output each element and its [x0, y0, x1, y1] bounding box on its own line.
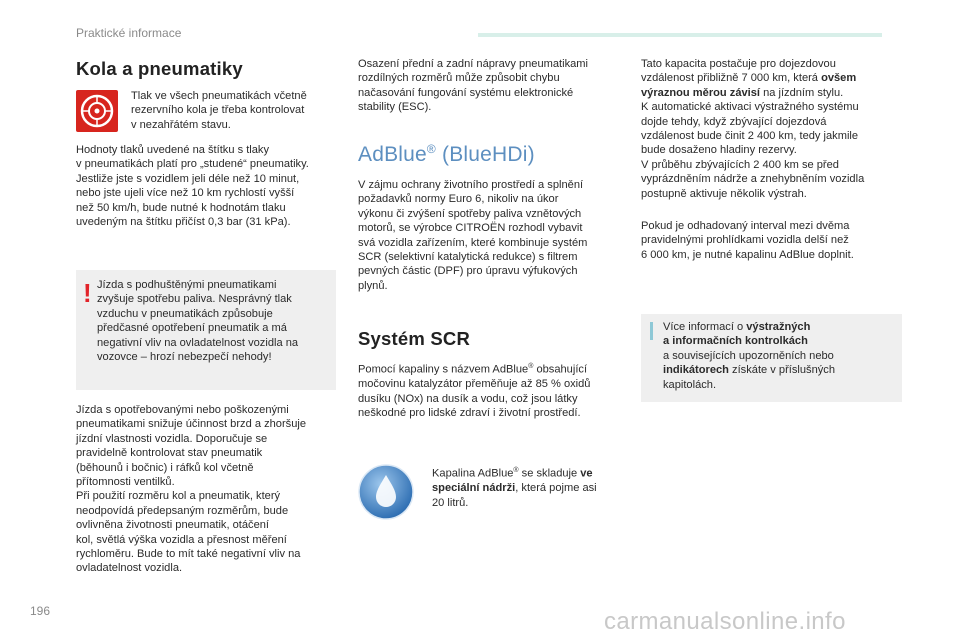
text-line: jízdní vlastnosti vozidla. Doporučuje se	[76, 432, 268, 445]
text-line: neodpovídá předepsaným rozměrům, bude	[76, 504, 289, 517]
text-line: Hodnoty tlaků uvedené na štítku s tlaky	[76, 144, 270, 156]
text-line	[641, 71, 901, 85]
text-span: , která pojme asi	[515, 482, 597, 495]
adblue-drop-icon	[357, 463, 415, 521]
info-bar-icon	[650, 322, 653, 340]
bold-span: ve	[580, 467, 593, 480]
text-line: Jízda s podhuštěnými pneumatikami	[97, 279, 277, 291]
scr-system-heading: Systém SCR	[358, 328, 471, 349]
adblue-heading-text: AdBlue	[358, 143, 427, 166]
warning-text	[97, 278, 333, 364]
text-line: svá vozidla zařízením, které kombinuje systém	[358, 236, 588, 249]
text-line: (běhounů i bočnic) i ráfků kol včetně	[76, 461, 254, 474]
text-line: rozdílných rozměrů může způsobit chybu	[358, 72, 560, 85]
text-line	[663, 320, 898, 334]
watermark: carmanualsonline.info	[604, 608, 846, 635]
text-span: vzdálenost přibližně 7 000 km, která	[641, 72, 822, 85]
info-text	[663, 320, 898, 392]
text-line: přítomnosti ventilků.	[76, 476, 175, 489]
text-line: Tato kapacita postačuje pro dojezdovou	[641, 58, 836, 70]
pressure-values-paragraph	[76, 143, 346, 229]
bold-span: ovšem	[821, 72, 857, 85]
registered-mark: ®	[426, 142, 436, 156]
text-line: načasování fungování systému elektronické	[358, 86, 574, 99]
text-line: bude dosaženo hladiny rezervy.	[641, 144, 797, 157]
text-span: se skladuje	[518, 467, 581, 480]
worn-tires-paragraph	[76, 403, 346, 576]
text-line	[432, 464, 632, 481]
adblue-heading-suffix: (BlueHDi)	[435, 143, 535, 166]
text-line: V zájmu ochrany životního prostředí a splnění	[358, 179, 584, 191]
text-line: Tlak ve všech pneumatikách včetně	[131, 90, 307, 102]
text-line: pravidelně kontrolovat stav pneumatik	[76, 447, 263, 460]
tire-pressure-note	[131, 89, 341, 132]
text-line: 6 000 km, je nutné kapalinu AdBlue doplnit.	[641, 248, 854, 261]
text-line: pevných částic (DPF) pro úpravu výfukových	[358, 265, 578, 278]
text-line	[641, 86, 901, 100]
text-line: 20 litrů.	[432, 496, 469, 509]
page-number: 196	[30, 604, 51, 618]
text-line: kol, světlá výška vozidla a přesnost měření	[76, 533, 287, 546]
text-line	[358, 360, 633, 377]
bold-span: a informačních kontrolkách	[663, 335, 808, 348]
header-section-title: Praktické informace	[76, 26, 182, 40]
text-line	[663, 334, 898, 348]
text-span: Kapalina AdBlue	[432, 467, 514, 480]
registered-mark: ®	[528, 363, 534, 370]
warning-exclamation-icon: !	[83, 278, 92, 308]
text-line: nebo jste ujeli více než 10 km rychlostí vyšší	[76, 187, 295, 200]
text-line: ovladatelnost vozidla.	[76, 562, 183, 575]
text-line: požadavků normy Euro 6, nikoliv na úkor	[358, 193, 559, 206]
text-line: předčasné opotřebení pneumatik a má	[97, 322, 287, 335]
text-span: na jízdním stylu.	[760, 86, 844, 99]
text-line: rychloměru. Bude to mít také negativní vliv na	[76, 548, 301, 561]
text-line: K automatické aktivaci výstražného systému	[641, 101, 859, 114]
text-span: obsahující	[533, 363, 588, 376]
text-line: pravidelnými prohlídkami vozidla delší než	[641, 234, 849, 247]
text-line: vozovce – hrozí nebezpečí nehody!	[97, 351, 272, 364]
text-line: Jízda s opotřebovanými nebo poškozenými	[76, 404, 289, 416]
text-line: Osazení přední a zadní nápravy pneumatikami	[358, 58, 589, 70]
scr-paragraph	[358, 360, 633, 420]
bold-span: výstražných	[746, 321, 811, 333]
wheels-tires-heading: Kola a pneumatiky	[76, 58, 243, 79]
text-span: Pomocí kapaliny s názvem AdBlue	[358, 363, 529, 376]
text-line: neškodné pro lidské zdraví i životní prostředí.	[358, 406, 581, 419]
text-line: SCR (selektivní katalytická redukce) s filtrem	[358, 251, 578, 264]
bold-span: výraznou měrou závisí	[641, 86, 760, 99]
text-span: získáte v příslušných	[728, 364, 836, 377]
text-line: močovinu katalyzátor přeměňuje až 85 % oxidů	[358, 378, 591, 391]
text-line: stability (ESC).	[358, 101, 432, 114]
text-line: zvyšuje spotřebu paliva. Nesprávný tlak	[97, 293, 292, 306]
text-line	[432, 481, 632, 495]
text-span: Více informací o	[663, 321, 747, 333]
adblue-tank-note	[432, 464, 632, 510]
axle-tires-paragraph	[358, 57, 628, 115]
text-line: Pokud je odhadovaný interval mezi dvěma	[641, 220, 850, 232]
text-line: ovlivněna životnosti pneumatik, otáčení	[76, 519, 270, 532]
adblue-heading	[358, 142, 535, 167]
text-line: plynů.	[358, 279, 388, 292]
text-line: Při použití rozměru kol a pneumatik, který	[76, 490, 281, 503]
text-line: kapitolách.	[663, 378, 717, 391]
text-line: negativní vliv na ovladatelnost vozidla na	[97, 336, 299, 349]
text-line: vzdálenost bude činit 2 400 km, tedy jakmile	[641, 130, 859, 143]
text-line: a souvisejících upozorněních nebo	[663, 349, 834, 362]
text-line: postupně aktivuje několik výstrah.	[641, 187, 807, 200]
text-line: v pneumatikách platí pro „studené“ pneumatiky.	[76, 158, 309, 171]
text-line: výkonu či zvýšení spotřeby paliva vznětových	[358, 207, 582, 220]
bold-span: indikátorech	[663, 364, 729, 377]
adblue-paragraph	[358, 178, 633, 293]
text-line	[663, 363, 898, 377]
text-line: dojde tehdy, když zbývající dojezdová	[641, 115, 827, 128]
text-line: než 50 km/h, bude nutné k hodnotám tlaku	[76, 201, 286, 214]
header-bar	[478, 33, 882, 37]
tire-icon	[76, 90, 118, 132]
registered-mark: ®	[513, 467, 519, 474]
text-line: v nezahřátém stavu.	[131, 118, 231, 131]
text-line: V průběhu zbývajících 2 400 km se před	[641, 158, 839, 171]
text-line: pneumatikami snižuje účinnost brzd a zhoršuje	[76, 418, 307, 431]
text-line: dusíku (NOx) na dusík a vodu, což jsou látky	[358, 392, 578, 405]
text-line: vzduchu v pneumatikách způsobuje	[97, 307, 273, 320]
bold-span: speciální nádrži	[432, 482, 516, 495]
text-line: uvedeným na štítku přičíst 0,3 bar (31 kPa).	[76, 216, 291, 229]
text-line: rezervního kola je třeba kontrolovat	[131, 104, 305, 117]
text-line: vyprázdněním nádrže a znehybněním vozidla	[641, 173, 865, 186]
range-paragraph	[641, 57, 901, 201]
text-line: motorů, se výrobce CITROËN rozhodl vybavit	[358, 222, 583, 235]
refill-paragraph	[641, 219, 901, 262]
text-line: Jestliže jste s vozidlem jeli déle než 10 minut,	[76, 172, 300, 185]
